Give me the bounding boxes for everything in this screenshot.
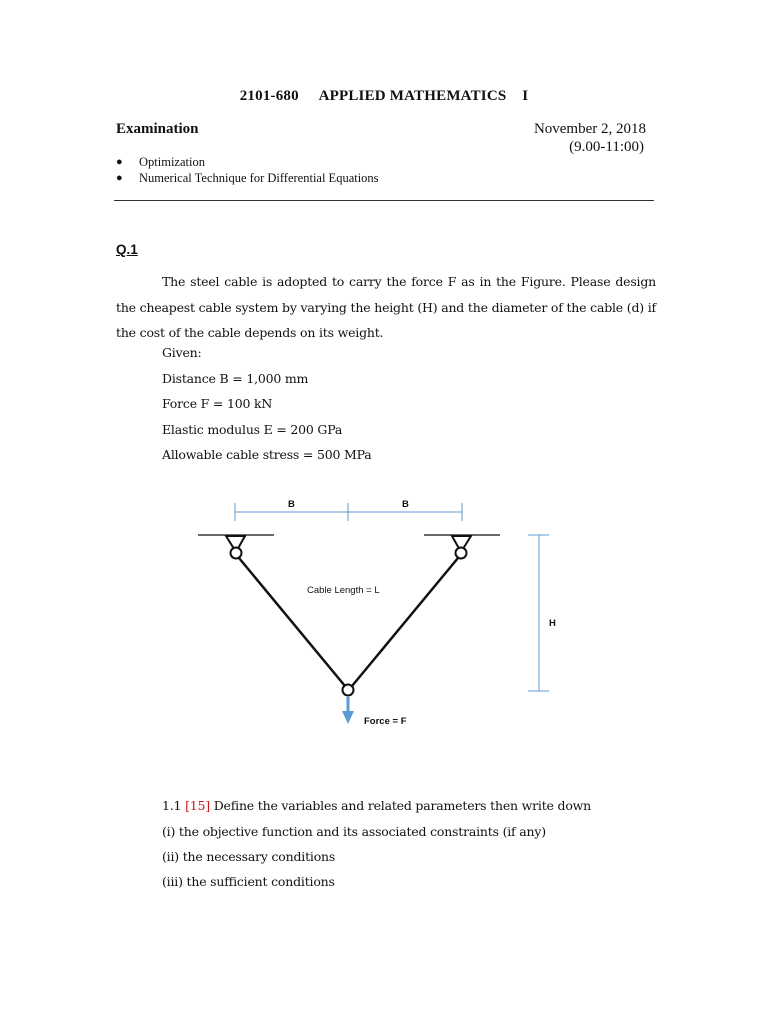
given-item: Distance B = 1,000 mm — [162, 371, 309, 386]
left-pin-support-icon — [226, 536, 245, 559]
given-label: Given: — [162, 345, 202, 360]
dimension-b-left-label: B — [288, 499, 295, 510]
question-label: Q.1 — [116, 242, 138, 257]
force-label: Force = F — [364, 716, 407, 727]
subquestion-number: 1.1 — [162, 798, 182, 813]
course-name: APPLIED MATHEMATICS — [318, 88, 507, 104]
exam-date: November 2, 2018 — [533, 121, 646, 137]
cable-length-label: Cable Length = L — [307, 585, 380, 596]
height-label: H — [549, 618, 556, 629]
bullet-icon: ● — [116, 156, 123, 168]
subquestion-marks: [15] — [185, 798, 210, 813]
subquestion-text: Define the variables and related parameters then write down — [213, 798, 591, 813]
subquestion-item: (iii) the sufficient conditions — [162, 874, 335, 889]
course-code: 2101-680 — [239, 88, 299, 104]
topic-text: Optimization — [139, 155, 205, 169]
question-paragraph: The steel cable is adopted to carry the force F as in the Figure. Please design the cheapest cable system by varying the height (H) and the diameter of the cable (d) if the cost of the cable depends on its weight. — [116, 274, 656, 340]
subquestion-item: (ii) the necessary conditions — [162, 849, 336, 864]
subquestion-heading — [162, 798, 591, 813]
subquestion-item: (i) the objective function and its associated constraints (if any) — [162, 824, 546, 839]
left-cable — [239, 558, 345, 686]
right-cable — [352, 558, 458, 686]
force-arrow-icon — [342, 697, 354, 724]
given-item: Elastic modulus E = 200 GPa — [162, 422, 343, 437]
exam-label: Examination — [116, 121, 199, 137]
given-item: Force F = 100 kN — [162, 396, 273, 411]
given-item: Allowable cable stress = 500 MPa — [162, 447, 372, 462]
topic-text: Numerical Technique for Differential Equations — [139, 171, 379, 185]
course-level: I — [522, 88, 529, 104]
bullet-icon: ● — [116, 172, 123, 184]
cable-joint-icon — [343, 685, 354, 696]
exam-time: (9.00-11:00) — [569, 139, 644, 155]
dimension-b — [235, 499, 462, 521]
dimension-h — [528, 535, 549, 691]
right-pin-support-icon — [452, 536, 471, 559]
dimension-b-right-label: B — [402, 499, 409, 510]
